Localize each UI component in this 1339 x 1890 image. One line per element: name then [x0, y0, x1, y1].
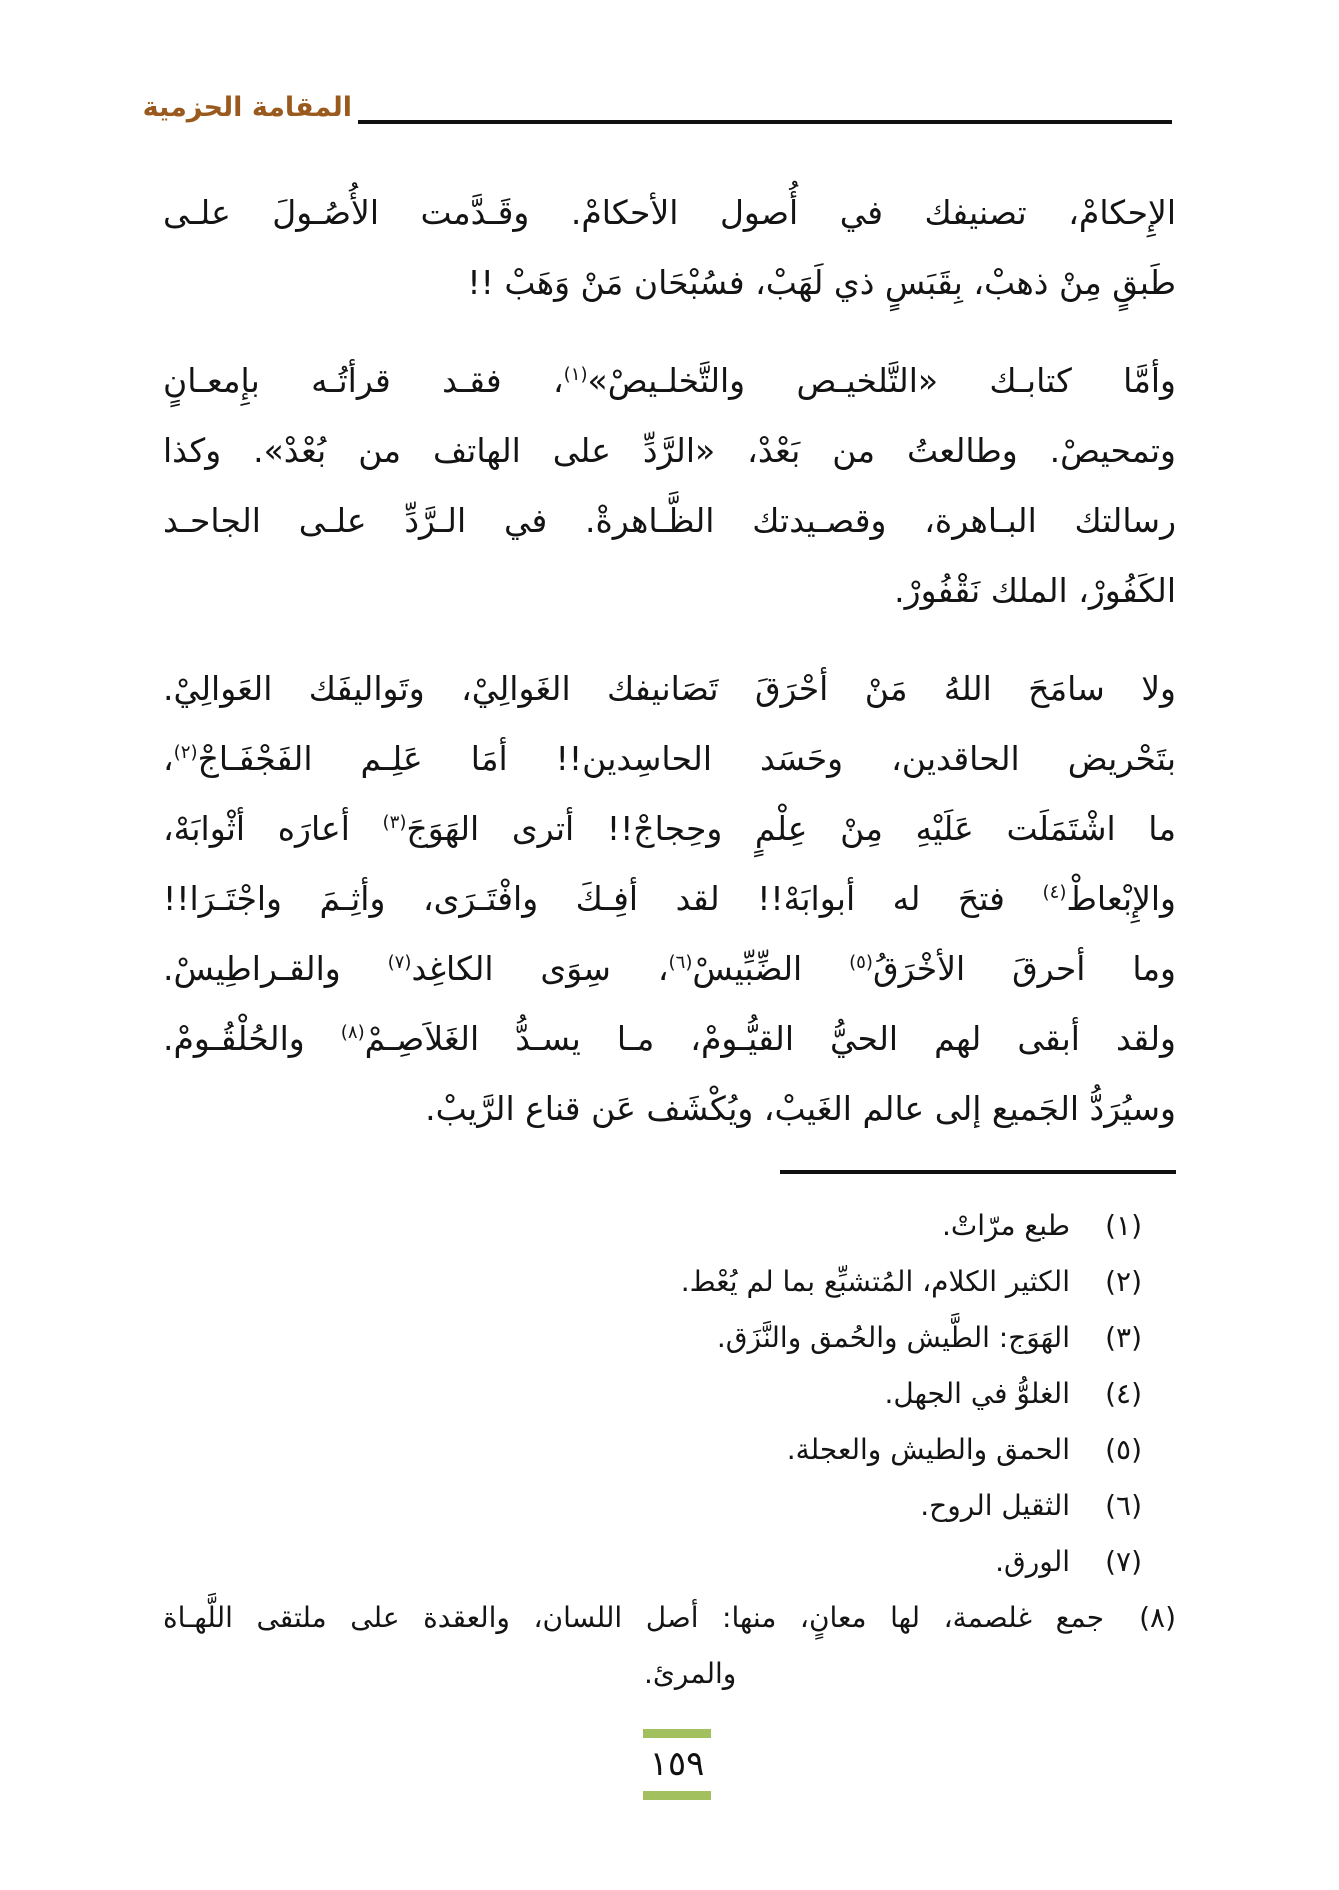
footnote-ref: (٨) — [340, 1022, 365, 1043]
page-number-group — [593, 1729, 761, 1800]
footnote-ref: (١) — [563, 364, 588, 385]
body-text — [163, 178, 1176, 1144]
footnote-number: (٢) — [1105, 1265, 1142, 1298]
header-rule — [358, 120, 1172, 124]
body-line: الكَفُورْ، الملك نَقْفُورْ. — [894, 571, 1176, 610]
footnote-text: الحمق والطيش والعجلة. — [786, 1433, 1070, 1466]
paragraph — [163, 178, 1176, 318]
paragraph — [163, 654, 1176, 1144]
footnote-item — [163, 1198, 1176, 1254]
footnote-ref: (٧) — [387, 952, 412, 973]
running-header-title: المقامة الحزمية — [142, 92, 352, 123]
page-number: ١٥٩ — [649, 1744, 705, 1784]
body-line: الإِحكامْ، تصنيفك في أُصول الأحكامْ. وقَـدَّمت الأُصُـولَ علـى — [163, 193, 1176, 232]
footnote-ref: (٦) — [668, 952, 693, 973]
footnote-text: جمع غلصمة، لها معانٍ، منها: أصل اللسان، والعقدة على ملتقى اللَّهـاة — [163, 1601, 1104, 1634]
body-line: بتَحْريض الحاقدين، وحَسَد الحاسِدين!! أمَا عَلِـم الفَجْفَـاجْ$^{(٢)}$، — [163, 739, 1176, 778]
footnote-ref: (٢) — [173, 742, 198, 763]
footnote-number: (٦) — [1105, 1489, 1142, 1522]
footnote-separator — [780, 1170, 1176, 1174]
body-line: والإِبْعاطْ$^{(٤)}$ فتحَ له أبوابَهْ!! لقد أفِـكَ وافْتَـرَى، وأثِـمَ واجْتَـرَا!! — [163, 879, 1176, 918]
footnote-item — [163, 1534, 1176, 1590]
footnote-item — [163, 1422, 1176, 1478]
footnotes — [163, 1198, 1176, 1702]
footnote-ref: (٣) — [382, 812, 407, 833]
footnote-item — [163, 1478, 1176, 1534]
footnote-text: الكثير الكلام، المُتشبِّع بما لم يُعْط. — [680, 1265, 1070, 1298]
footnote-text: طبع مرّاتْ. — [941, 1209, 1070, 1242]
body-line: وأمَّا كتابـك «التَّلخيـص والتَّخلـيصْ»$^{(١)}$، فقـد قرأتُـه بإِمعـانٍ — [163, 361, 1176, 400]
footnote-number: (١) — [1105, 1209, 1142, 1242]
footnote-text-continuation: والمرئ. — [644, 1657, 737, 1690]
footnote-number: (٨) — [1139, 1601, 1176, 1634]
footnote-item — [163, 1590, 1176, 1646]
footnote-number: (٣) — [1105, 1321, 1142, 1354]
page-number-ornament-bottom — [643, 1791, 711, 1800]
body-line: ولا سامَحَ اللهُ مَنْ أحْرَقَ تَصَانيفك الغَوالِيْ، وتَواليفَك العَوالِيْ. — [163, 669, 1176, 708]
footnote-item — [163, 1310, 1176, 1366]
footnote-number: (٤) — [1105, 1377, 1142, 1410]
footnote-ref: (٥) — [849, 952, 873, 973]
footnote-text: الهَوَج: الطَّيش والحُمق والنَّزَق. — [716, 1321, 1070, 1354]
footnote-ref: (٤) — [1042, 882, 1067, 903]
body-line: طَبقٍ مِنْ ذهبْ، بِقَبَسٍ ذي لَهَبْ، فسُبْحَان مَنْ وَهَبْ !! — [467, 263, 1176, 302]
body-line: وتمحيصْ. وطالعتُ من بَعْدْ، «الرَّدِّ على الهاتف من بُعْدْ». وكذا — [163, 431, 1176, 470]
footnote-text: الغلوُّ في الجهل. — [884, 1377, 1070, 1410]
page-number-ornament-top — [643, 1729, 711, 1738]
body-line: ولقد أبقى لهم الحيُّ القيُّـومْ، مـا يسـدُّ الغَلاَصِـمْ$^{(٨)}$ والحُلْقُـومْ. — [163, 1019, 1176, 1058]
footnote-number: (٧) — [1105, 1545, 1142, 1578]
body-line: رسالتك البـاهرة، وقصـيدتك الظَّـاهرةْ. في الـرَّدِّ علـى الجاحـد — [163, 501, 1176, 540]
footnote-item — [163, 1254, 1176, 1310]
footnote-number: (٥) — [1105, 1433, 1142, 1466]
body-line: وما أحرقَ الأخْرَقُ$^{(٥)}$ الضِّبِّيسْ$^{(٦)}$، سِوَى الكاغِد$^{(٧)}$ والقـراطِيسْ. — [163, 949, 1176, 988]
paragraph — [163, 346, 1176, 626]
body-line: ما اشْتَمَلَت عَلَيْهِ مِنْ عِلْمٍ وحِجاجْ!! أترى الهَوَجَ$^{(٣)}$ أعارَه أثْوابَهْ، — [163, 809, 1176, 848]
body-line: وسيُرَدُّ الجَميع إلى عالم الغَيبْ، ويُكْشَف عَن قناع الرَّيبْ. — [425, 1089, 1176, 1128]
footnote-text: الثقيل الروح. — [920, 1489, 1070, 1522]
footnote-text: الورق. — [995, 1545, 1070, 1578]
footnote-item — [163, 1366, 1176, 1422]
